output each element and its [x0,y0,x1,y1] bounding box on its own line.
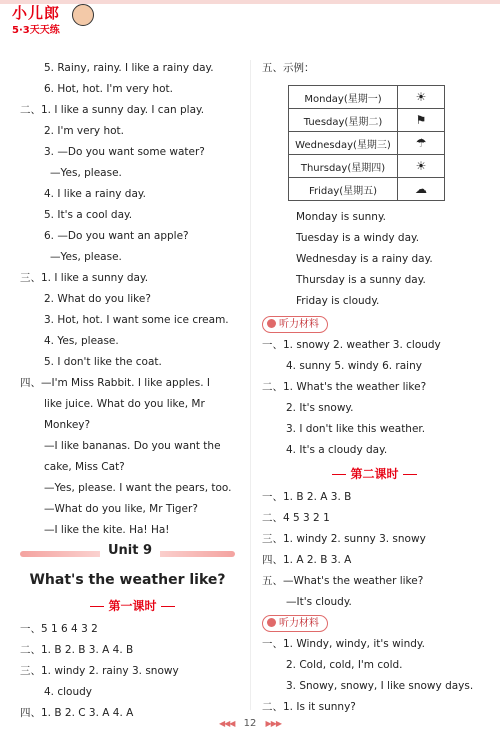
page-number: 12 [243,718,257,729]
weather-icon: ☀ [398,86,445,109]
weather-sentence: Friday is cloudy. [296,295,380,307]
weather-row [289,132,445,155]
answer-line: 四、1. B 2. C 3. A 4. A [20,707,134,719]
answer-line: 二、1. What's the weather like? [262,381,427,393]
answer-line: 6. Hot, hot. I'm very hot. [44,83,173,95]
answer-line: 3. Snowy, snowy, I like snowy days. [286,680,474,692]
mascot-icon [72,4,94,26]
brand-name: 小儿郎 [12,4,61,22]
answer-line: 一、5 1 6 4 3 2 [20,623,98,635]
weather-icon: ⚑ [398,109,445,132]
answer-line: 四、1. A 2. B 3. A [262,554,352,566]
weather-day: Monday(星期一) [289,86,398,109]
weather-icon: ☁ [398,178,445,201]
weather-sentences [262,207,487,312]
answer-line: 2. What do you like? [44,293,151,305]
answer-line: 一、1. Windy, windy, it's windy. [262,638,425,650]
lesson-2-heading [262,461,487,487]
answer-line: 一、1. B 2. A 3. B [262,491,352,503]
answer-line: 4. sunny 5. windy 6. rainy [286,360,422,372]
answer-line: 五、—What's the weather like? [262,575,424,587]
answer-line: 二、1. B 2. B 3. A 4. B [20,644,134,656]
listening-tag-2-label: 听力材料 [279,618,319,629]
weather-sentence: Monday is sunny. [296,211,387,223]
answer-line: 4. Yes, please. [44,335,119,347]
answer-line: —Yes, please. [50,167,122,179]
weather-day: Wednesday(星期三) [289,132,398,155]
answer-line: 二、4 5 3 2 1 [262,512,330,524]
answer-line: 三、1. windy 2. sunny 3. snowy [262,533,426,545]
weather-day: Tuesday(星期二) [289,109,398,132]
answer-line: 2. I'm very hot. [44,125,124,137]
answer-line: 5. I don't like the coat. [44,356,162,368]
answer-line: —Yes, please. I want the pears, too. [44,482,232,494]
answers-block-2 [20,619,245,724]
answer-line: 三、1. windy 2. rainy 3. snowy [20,665,179,677]
weather-day: Friday(星期五) [289,178,398,201]
lesson-1-heading [20,593,245,619]
answer-line: 四、—I'm Miss Rabbit. I like apples. I [20,377,210,389]
answer-line: 5. It's a cool day. [44,209,133,221]
left-column [20,58,245,724]
answer-line: —What do you like, Mr Tiger? [44,503,198,515]
weather-sentence: Tuesday is a windy day. [296,232,420,244]
weather-icon: ☂ [398,132,445,155]
answer-line: —Yes, please. [50,251,122,263]
answer-line: 一、1. snowy 2. weather 3. cloudy [262,339,441,351]
brand-logo [12,2,70,36]
weather-day: Thursday(星期四) [289,155,398,178]
weather-sentence: Wednesday is a rainy day. [296,253,433,265]
right-column [262,58,487,718]
answer-line: 5. Rainy, rainy. I like a rainy day. [44,62,214,74]
section5-label: 五、示例： [262,62,315,74]
answer-line: 3. I don't like this weather. [286,423,426,435]
answer-line: —It's cloudy. [286,596,352,608]
answer-line: 二、1. I like a sunny day. I can play. [20,104,205,116]
answer-line: 6. —Do you want an apple? [44,230,189,242]
listening-tag-row-2 [262,613,487,634]
header-bar [0,0,500,4]
column-divider [250,60,251,710]
listening-tag [262,316,328,333]
answer-line: cake, Miss Cat? [44,461,125,473]
answer-line: 4. It's a cloudy day. [286,444,388,456]
answer-line: 2. Cold, cold, I'm cold. [286,659,403,671]
answer-line: 3. Hot, hot. I want some ice cream. [44,314,229,326]
unit-title: Unit 9 [100,543,160,558]
unit-header [20,543,245,559]
weather-table [288,85,445,201]
answer-line: 三、1. I like a sunny day. [20,272,149,284]
listening-block-1 [262,335,487,461]
weather-row [289,86,445,109]
answer-line: 二、1. Is it sunny? [262,701,356,713]
next-arrows-icon: ▶▶▶ [265,719,282,728]
answer-line: Monkey? [44,419,91,431]
answers-block-1 [20,58,245,541]
listening-block-2 [262,634,487,718]
listening-tag-2 [262,615,328,632]
answer-line: 4. I like a rainy day. [44,188,146,200]
lesson-1-label: 第一课时 [108,599,157,613]
weather-row [289,155,445,178]
answer-line: —I like the kite. Ha! Ha! [44,524,170,536]
weather-row [289,178,445,201]
headphone-icon [267,319,276,328]
headphone-icon [267,618,276,627]
unit-subtitle: What's the weather like? [29,572,226,588]
answers-block-3 [262,487,487,613]
weather-sentence: Thursday is a sunny day. [296,274,426,286]
weather-row [289,109,445,132]
answer-line: —I like bananas. Do you want the [44,440,221,452]
answer-line: 4. cloudy [44,686,93,698]
listening-tag-row [262,314,487,335]
brand-series: 5·3天天练 [12,25,60,36]
weather-icon: ☀ [398,155,445,178]
answer-line: 3. —Do you want some water? [44,146,205,158]
answer-line: 2. It's snowy. [286,402,354,414]
prev-arrows-icon: ◀◀◀ [218,719,235,728]
page-footer [200,718,300,729]
lesson-2-label: 第二课时 [350,467,399,481]
answer-line: like juice. What do you like, Mr [44,398,205,410]
listening-tag-label: 听力材料 [279,319,319,330]
